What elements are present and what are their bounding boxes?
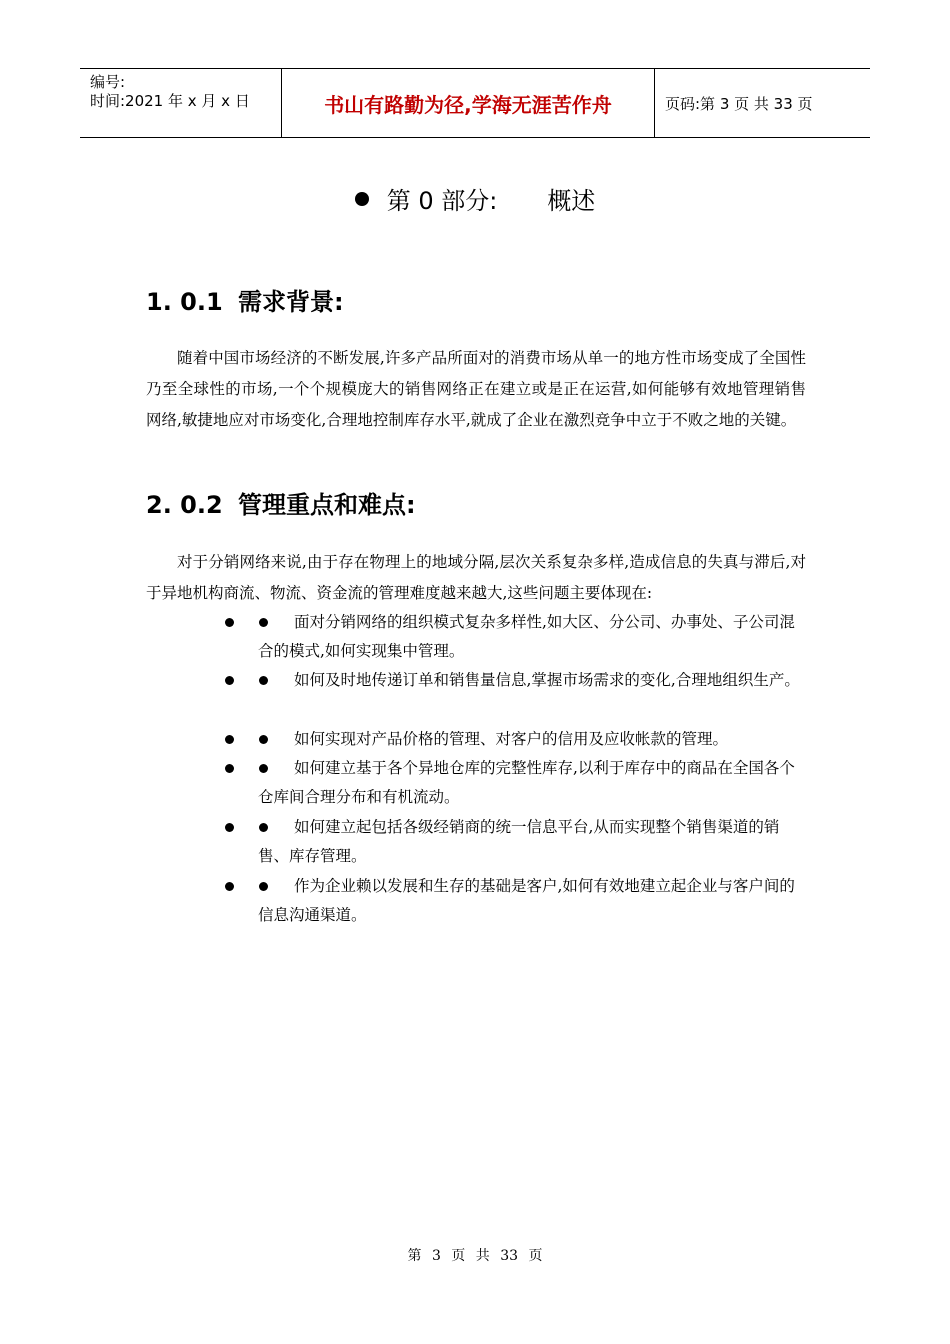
list-item: 面对分销网络的组织模式复杂多样性,如大区、分公司、办事处、子公司混合的模式,如何实现集中管理。 [222, 608, 808, 666]
list-item: 如何建立起包括各级经销商的统一信息平台,从而实现整个销售渠道的销售、库存管理。 [222, 813, 808, 872]
bullet-icon [259, 735, 268, 744]
section-number: 2. 0.2 [146, 491, 223, 519]
part-title-text: 概述 [547, 187, 596, 215]
header-motto: 书山有路勤为径,学海无涯苦作舟 [282, 69, 655, 137]
section-body-1: 随着中国市场经济的不断发展,许多产品所面对的消费市场从单一的地方性市场变成了全国性乃至全球性的市场,一个个规模庞大的销售网络正在建立或是正在运营,如何能够有效地管理销售网络,敏捷地应对市场变化,合理地控制库存水平,就成了企业在激烈竞争中立于不败之地的关键。 [146, 349, 806, 429]
header-page-info: 页码:第 3 页 共 33 页 [665, 94, 813, 113]
list-item: 作为企业赖以发展和生存的基础是客户,如何有效地建立起企业与客户间的信息沟通渠道。 [222, 872, 808, 930]
part-title [0, 184, 950, 218]
bullet-icon [225, 764, 234, 773]
bullet-icon [225, 618, 234, 627]
bullet-icon [225, 676, 234, 685]
part-title-label: 第 0 部分: [386, 187, 498, 215]
list-item: 如何实现对产品价格的管理、对客户的信用及应收帐款的管理。 [222, 725, 808, 754]
bullet-icon [225, 823, 234, 832]
list-item: 如何及时地传递订单和销售量信息,掌握市场需求的变化,合理地组织生产。 [222, 666, 808, 725]
bullet-icon [259, 823, 268, 832]
bullet-icon [259, 882, 268, 891]
page-footer: 第 3 页 共 33 页 [407, 1248, 543, 1264]
section-body-2: 对于分销网络来说,由于存在物理上的地域分隔,层次关系复杂多样,造成信息的失真与滞后,对于异地机构商流、物流、资金流的管理难度越来越大,这些问题主要体现在: [146, 553, 806, 602]
section-title: 需求背景: [238, 288, 344, 316]
list-item: 如何建立基于各个异地仓库的完整性库存,以利于库存中的商品在全国各个仓库间合理分布和有机流动。 [222, 754, 808, 813]
bullet-icon [355, 192, 369, 206]
header-number-label: 编号: [90, 73, 126, 91]
section-heading-2 [146, 490, 416, 520]
header-meta [80, 69, 282, 137]
page-header [80, 68, 870, 138]
bullet-icon [225, 735, 234, 744]
bullet-icon [225, 882, 234, 891]
section-title: 管理重点和难点: [238, 491, 416, 519]
bullet-icon [259, 676, 268, 685]
section-number: 1. 0.1 [146, 288, 223, 316]
bullet-list [222, 608, 808, 930]
header-time-label: 时间:2021 年 x 月 x 日 [90, 92, 250, 110]
bullet-icon [259, 764, 268, 773]
section-heading-1 [146, 287, 344, 317]
bullet-icon [259, 618, 268, 627]
